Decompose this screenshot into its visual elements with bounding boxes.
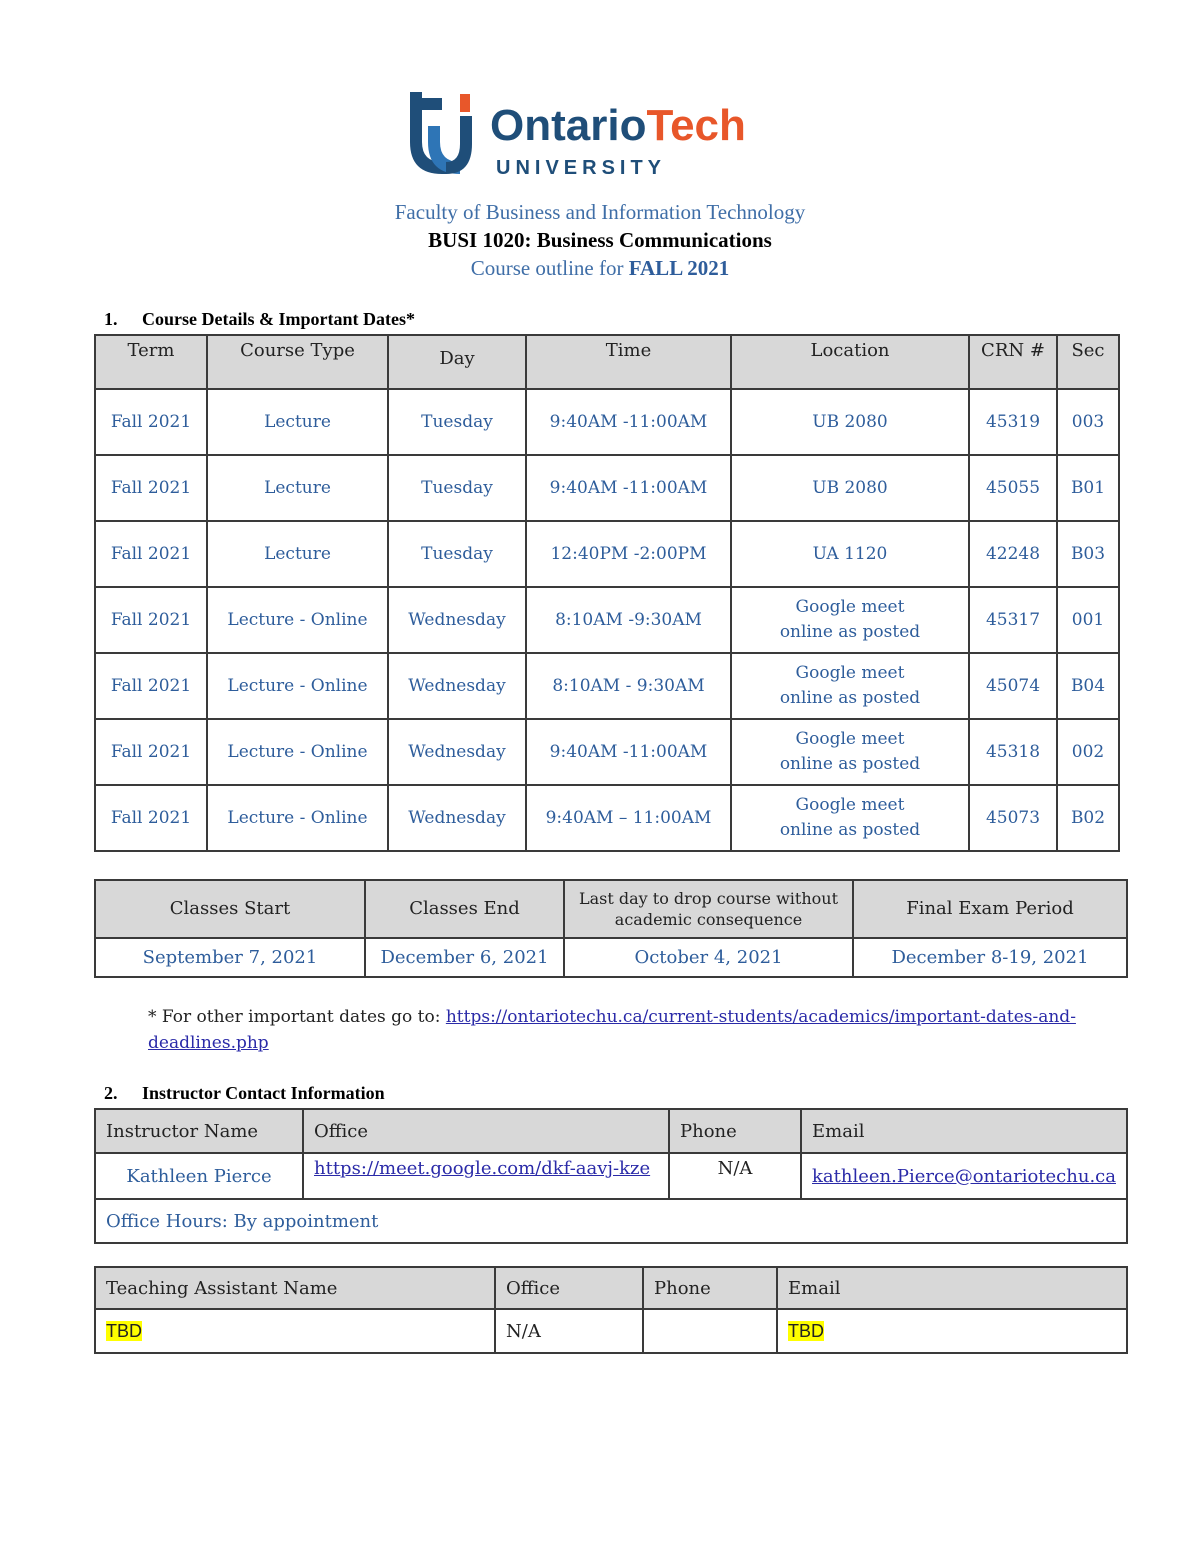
ta-email: TBD: [788, 1320, 824, 1341]
table-row: [95, 719, 1119, 785]
important-dates-table: [94, 879, 1128, 978]
crn-cell: 45074: [969, 653, 1057, 719]
course-type-cell: Lecture: [207, 521, 388, 587]
instructor-header-row: [95, 1109, 1127, 1153]
instructor-header-email: Email: [801, 1109, 1127, 1153]
course-type-cell: Lecture - Online: [207, 719, 388, 785]
course-title: BUSI 1020: Business Communications: [428, 228, 772, 252]
location-cell: UB 2080: [731, 389, 969, 455]
ta-row: [95, 1309, 1127, 1353]
course-type-cell: Lecture: [207, 389, 388, 455]
location-cell: Google meet online as posted: [731, 785, 969, 851]
ta-email-cell: [777, 1309, 1127, 1353]
classes-end-date: December 6, 2021: [365, 938, 564, 977]
term-cell: Fall 2021: [95, 455, 207, 521]
ta-header-email: Email: [777, 1267, 1127, 1309]
dates-header-final-exam: Final Exam Period: [853, 880, 1127, 938]
term-cell: Fall 2021: [95, 719, 207, 785]
outline-term: FALL 2021: [628, 256, 730, 280]
office-hours-row: [95, 1199, 1127, 1243]
dates-value-row: [95, 938, 1127, 977]
term-cell: Fall 2021: [95, 389, 207, 455]
day-cell: Wednesday: [388, 587, 526, 653]
time-cell: 9:40AM -11:00AM: [526, 389, 731, 455]
term-cell: Fall 2021: [95, 653, 207, 719]
location-cell: UB 2080: [731, 455, 969, 521]
course-outline-line: Course outline for FALL 2021: [470, 256, 730, 280]
course-type-cell: Lecture - Online: [207, 785, 388, 851]
table-row: [95, 455, 1119, 521]
classes-start-date: September 7, 2021: [95, 938, 365, 977]
ta-header-name: Teaching Assistant Name: [95, 1267, 495, 1309]
day-cell: Wednesday: [388, 785, 526, 851]
sec-cell: B03: [1057, 521, 1119, 587]
ta-name-cell: [95, 1309, 495, 1353]
sec-cell: B02: [1057, 785, 1119, 851]
crn-cell: 45319: [969, 389, 1057, 455]
sec-cell: B01: [1057, 455, 1119, 521]
instructor-email-link[interactable]: kathleen.Pierce@ontariotechu.ca: [812, 1165, 1116, 1187]
last-drop-date: October 4, 2021: [564, 938, 853, 977]
table-row: [95, 389, 1119, 455]
instructor-row: [95, 1153, 1127, 1199]
term-cell: Fall 2021: [95, 587, 207, 653]
course-schedule-table: [94, 334, 1120, 852]
schedule-header-term: Term: [95, 335, 207, 389]
ta-header-row: [95, 1267, 1127, 1309]
day-cell: Tuesday: [388, 521, 526, 587]
final-exam-period: December 8-19, 2021: [853, 938, 1127, 977]
sec-cell: B04: [1057, 653, 1119, 719]
ta-header-office: Office: [495, 1267, 643, 1309]
term-cell: Fall 2021: [95, 785, 207, 851]
schedule-header-crn: CRN #: [969, 335, 1057, 389]
crn-cell: 45317: [969, 587, 1057, 653]
time-cell: 9:40AM -11:00AM: [526, 719, 731, 785]
course-type-cell: Lecture: [207, 455, 388, 521]
course-type-cell: Lecture - Online: [207, 653, 388, 719]
document-header: [0, 198, 1200, 282]
crn-cell: 45073: [969, 785, 1057, 851]
schedule-header-time: Time: [526, 335, 731, 389]
day-cell: Tuesday: [388, 389, 526, 455]
time-cell: 12:40PM -2:00PM: [526, 521, 731, 587]
location-cell: Google meet online as posted: [731, 587, 969, 653]
instructor-meet-link[interactable]: https://meet.google.com/dkf-aavj-kze: [314, 1158, 651, 1179]
section-instructor-contact-title: 2. Instructor Contact Information: [104, 1083, 385, 1103]
dates-header-row: [95, 880, 1127, 938]
logo-emblem-icon: [410, 92, 472, 174]
time-cell: 8:10AM -9:30AM: [526, 587, 731, 653]
term-cell: Fall 2021: [95, 521, 207, 587]
ontario-tech-logo: [404, 88, 796, 178]
instructor-email-cell: [801, 1153, 1127, 1199]
table-row: [95, 521, 1119, 587]
section-course-details-title: 1. Course Details & Important Dates*: [104, 309, 415, 329]
instructor-contact-table: [94, 1108, 1128, 1244]
logo-brand-text: OntarioTech: [490, 101, 746, 150]
dates-header-last-drop-day: Last day to drop course without academic consequence: [564, 880, 853, 938]
table-row: [95, 587, 1119, 653]
schedule-header-location: Location: [731, 335, 969, 389]
faculty-name: Faculty of Business and Information Technology: [394, 200, 806, 224]
time-cell: 9:40AM – 11:00AM: [526, 785, 731, 851]
ta-office: N/A: [495, 1309, 643, 1353]
schedule-header-row: [95, 335, 1119, 389]
schedule-header-course-type: Course Type: [207, 335, 388, 389]
sec-cell: 001: [1057, 587, 1119, 653]
time-cell: 8:10AM - 9:30AM: [526, 653, 731, 719]
important-dates-note: * For other important dates go to: https://ontariotechu.ca/current-students/academics/important-dates-and-deadlines.php: [148, 1007, 1076, 1053]
course-type-cell: Lecture - Online: [207, 587, 388, 653]
location-cell: Google meet online as posted: [731, 719, 969, 785]
time-cell: 9:40AM -11:00AM: [526, 455, 731, 521]
ta-phone: [643, 1309, 777, 1353]
sec-cell: 002: [1057, 719, 1119, 785]
ta-header-phone: Phone: [643, 1267, 777, 1309]
instructor-header-name: Instructor Name: [95, 1109, 303, 1153]
dates-header-classes-end: Classes End: [365, 880, 564, 938]
instructor-phone: N/A: [669, 1153, 801, 1199]
schedule-header-day: Day: [388, 335, 526, 389]
dates-header-classes-start: Classes Start: [95, 880, 365, 938]
location-cell: UA 1120: [731, 521, 969, 587]
important-dates-link[interactable]: https://ontariotechu.ca/current-students/academics/important-dates-and-deadlines.php: [148, 1007, 1076, 1053]
table-row: [95, 653, 1119, 719]
ta-name: TBD: [106, 1320, 142, 1341]
location-cell: Google meet online as posted: [731, 653, 969, 719]
instructor-name: Kathleen Pierce: [95, 1153, 303, 1199]
crn-cell: 42248: [969, 521, 1057, 587]
table-row: [95, 785, 1119, 851]
day-cell: Wednesday: [388, 719, 526, 785]
instructor-header-office: Office: [303, 1109, 669, 1153]
schedule-header-sec: Sec: [1057, 335, 1119, 389]
day-cell: Wednesday: [388, 653, 526, 719]
instructor-header-phone: Phone: [669, 1109, 801, 1153]
crn-cell: 45055: [969, 455, 1057, 521]
office-hours: Office Hours: By appointment: [95, 1199, 1127, 1243]
logo-sub-text: UNIVERSITY: [496, 157, 667, 178]
crn-cell: 45318: [969, 719, 1057, 785]
day-cell: Tuesday: [388, 455, 526, 521]
teaching-assistant-table: [94, 1266, 1128, 1354]
sec-cell: 003: [1057, 389, 1119, 455]
instructor-office-cell: [303, 1153, 669, 1199]
